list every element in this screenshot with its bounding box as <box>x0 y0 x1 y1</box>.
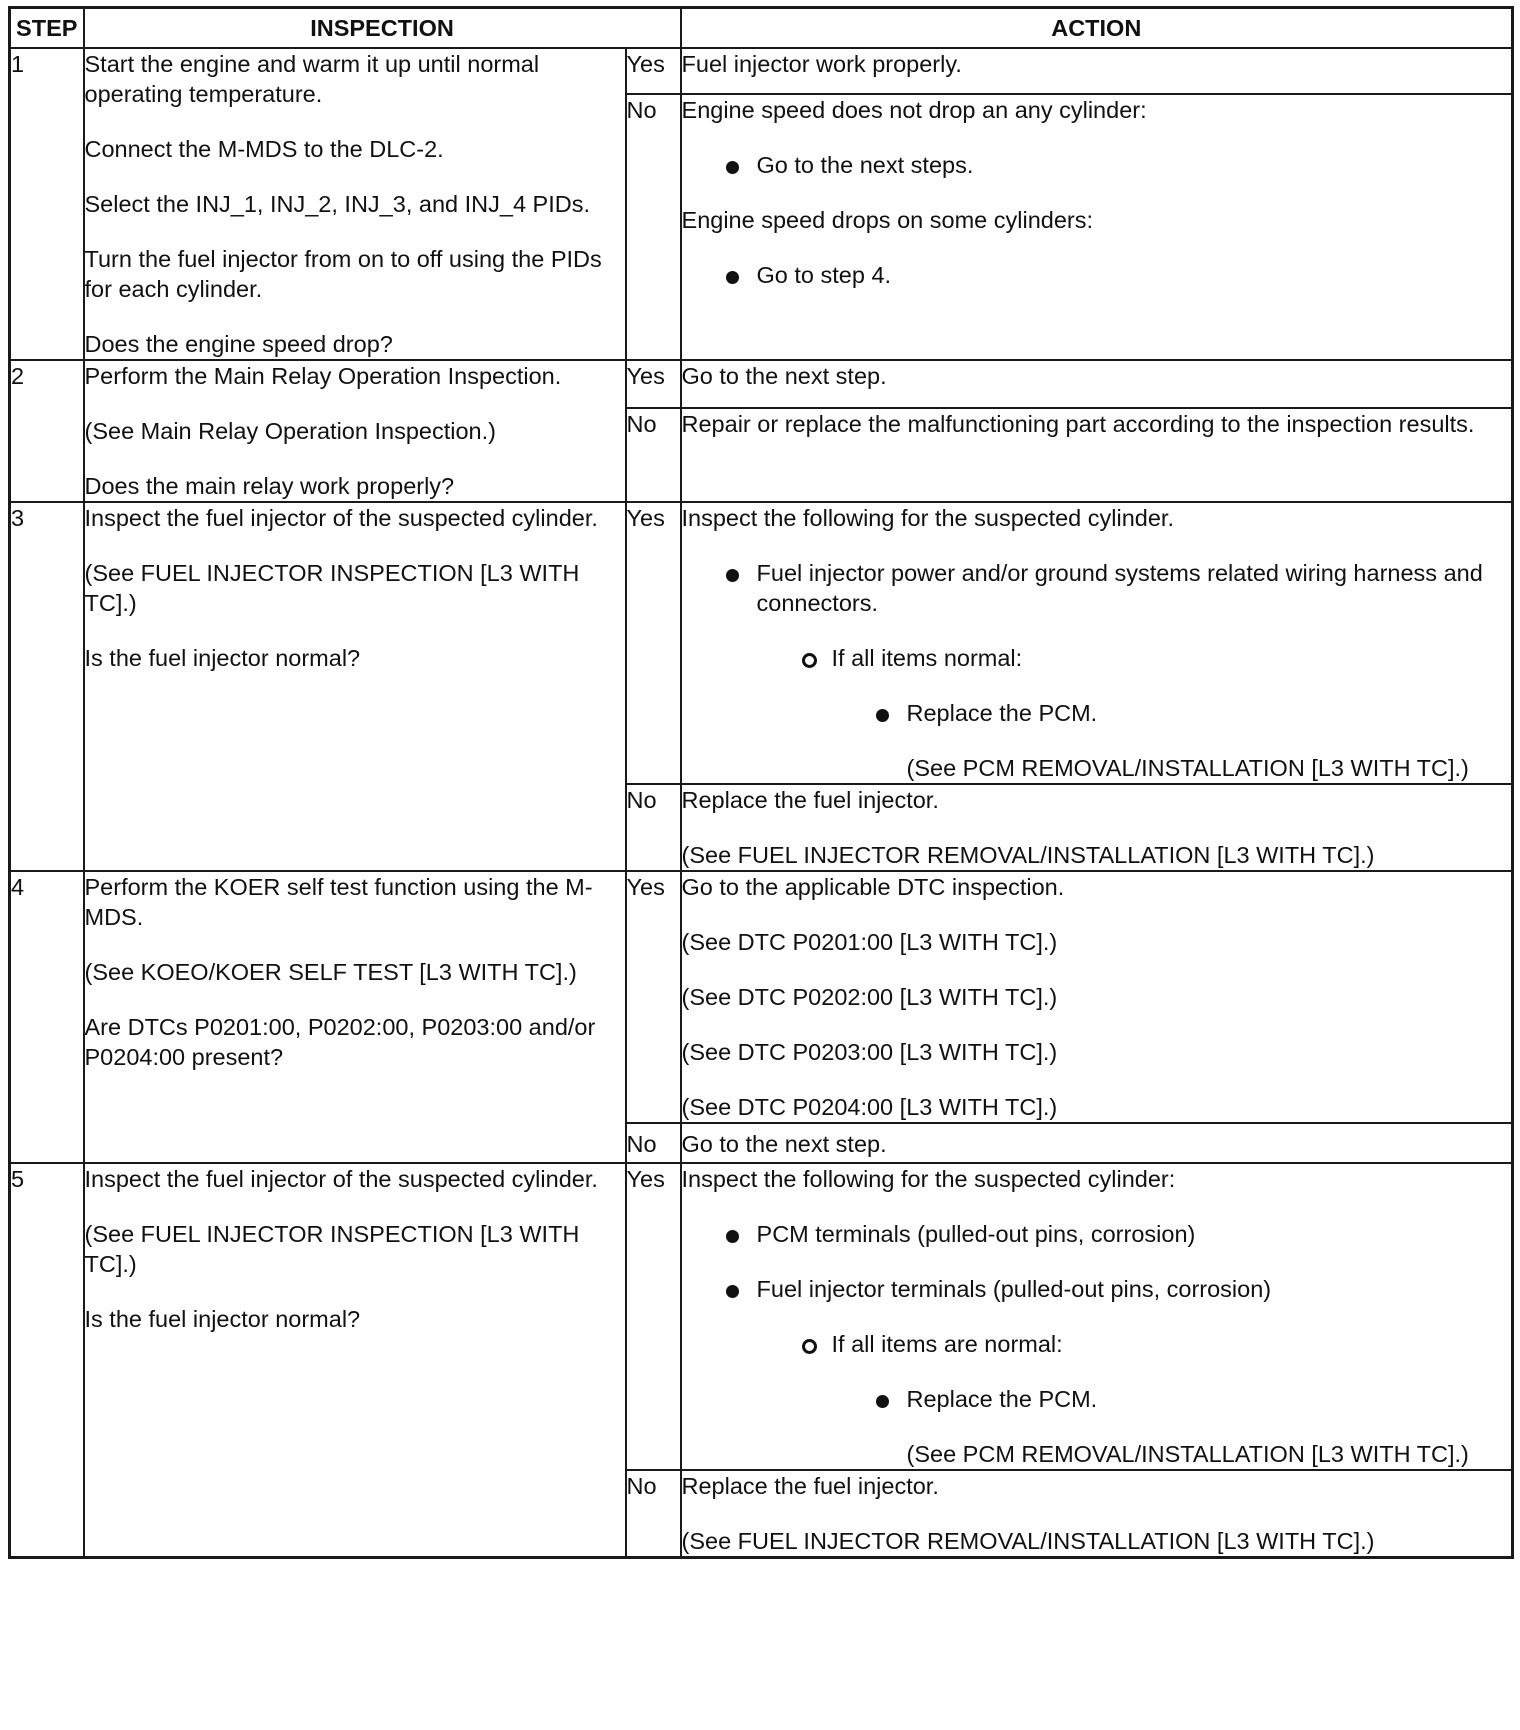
step-2-no-action <box>681 408 1513 502</box>
step-2-yes-row <box>10 360 1513 408</box>
step-1-inspection <box>84 48 626 360</box>
step-4-yes-row <box>10 871 1513 1123</box>
action-text: Replace the fuel injector. <box>681 787 939 813</box>
step-2-inspection <box>84 360 626 502</box>
step-3-yes-action <box>681 502 1513 784</box>
inspection-text: Perform the Main Relay Operation Inspection. <box>84 363 562 389</box>
bullet-dot-icon <box>726 569 739 582</box>
header-row <box>10 8 1513 49</box>
inspection-question: Does the engine speed drop? <box>84 331 393 357</box>
no-label: No <box>626 1470 681 1558</box>
action-text: Inspect the following for the suspected cylinder: <box>681 1166 1176 1192</box>
bullet-text: If all items normal: <box>831 645 1023 671</box>
inspection-text: Turn the fuel injector from on to off using the PIDs for each cylinder. <box>84 246 602 302</box>
action-text: Engine speed drops on some cylinders: <box>681 207 1094 233</box>
bullet-dot-icon <box>726 1230 739 1243</box>
bullet-text: Go to the next steps. <box>756 152 974 178</box>
inspection-text: (See KOEO/KOER SELF TEST [L3 WITH TC].) <box>84 959 577 985</box>
no-label: No <box>626 784 681 871</box>
step-4-inspection <box>84 871 626 1163</box>
yes-label: Yes <box>626 502 681 784</box>
bullet-reference: (See PCM REMOVAL/INSTALLATION [L3 WITH TC].) <box>906 755 1469 781</box>
inspection-text: (See FUEL INJECTOR INSPECTION [L3 WITH TC].) <box>84 560 580 616</box>
step-5-yes-row <box>10 1163 1513 1470</box>
inspection-question: Is the fuel injector normal? <box>84 1306 361 1332</box>
bullet-item <box>682 558 1512 618</box>
step-3-yes-row <box>10 502 1513 784</box>
step-5-no-action <box>681 1470 1513 1558</box>
action-text: Replace the fuel injector. <box>681 1473 939 1499</box>
bullet-text: Replace the PCM. <box>906 1386 1098 1412</box>
header-step: STEP <box>10 8 84 49</box>
no-label: No <box>626 408 681 502</box>
step-number: 5 <box>10 1163 84 1558</box>
bullet-circle-icon <box>802 1339 817 1354</box>
bullet-text: If all items are normal: <box>831 1331 1063 1357</box>
step-1-no-action <box>681 94 1513 360</box>
step-number: 2 <box>10 360 84 502</box>
bullet-text: Fuel injector terminals (pulled-out pins, corrosion) <box>756 1276 1272 1302</box>
action-text: Inspect the following for the suspected cylinder. <box>681 505 1174 531</box>
action-text: (See DTC P0204:00 [L3 WITH TC].) <box>681 1094 1058 1120</box>
sub-bullet-item <box>682 643 1512 673</box>
header-inspection: INSPECTION <box>84 8 681 49</box>
action-text: (See FUEL INJECTOR REMOVAL/INSTALLATION [L3 WITH TC].) <box>681 842 1375 868</box>
bullet-text: PCM terminals (pulled-out pins, corrosion) <box>756 1221 1196 1247</box>
inspection-text: Inspect the fuel injector of the suspected cylinder. <box>84 1166 598 1192</box>
inspection-text: Inspect the fuel injector of the suspected cylinder. <box>84 505 598 531</box>
step-number: 1 <box>10 48 84 360</box>
step-number: 3 <box>10 502 84 871</box>
sub-bullet-item <box>682 1329 1512 1359</box>
bullet-dot-icon <box>876 1395 889 1408</box>
sub-sub-bullet-item <box>682 698 1512 783</box>
bullet-item <box>682 150 1512 180</box>
yes-label: Yes <box>626 360 681 408</box>
step-4-no-action <box>681 1123 1513 1163</box>
yes-label: Yes <box>626 48 681 94</box>
step-3-no-action <box>681 784 1513 871</box>
bullet-reference: (See PCM REMOVAL/INSTALLATION [L3 WITH TC].) <box>906 1441 1469 1467</box>
procedure-table <box>8 6 1514 1559</box>
action-text: (See DTC P0203:00 [L3 WITH TC].) <box>681 1039 1058 1065</box>
inspection-text: Perform the KOER self test function using the M-MDS. <box>84 874 593 930</box>
step-1-yes-row <box>10 48 1513 94</box>
step-number: 4 <box>10 871 84 1163</box>
bullet-dot-icon <box>726 271 739 284</box>
yes-label: Yes <box>626 1163 681 1470</box>
action-text: Go to the next step. <box>681 363 887 389</box>
step-5-yes-action <box>681 1163 1513 1470</box>
action-text: (See DTC P0201:00 [L3 WITH TC].) <box>681 929 1058 955</box>
action-text: (See DTC P0202:00 [L3 WITH TC].) <box>681 984 1058 1010</box>
bullet-circle-icon <box>802 653 817 668</box>
bullet-dot-icon <box>876 709 889 722</box>
action-text: Repair or replace the malfunctioning part according to the inspection results. <box>681 411 1475 437</box>
inspection-text: Select the INJ_1, INJ_2, INJ_3, and INJ_4 PIDs. <box>84 191 590 217</box>
action-text: Go to the next step. <box>681 1131 887 1157</box>
bullet-item <box>682 260 1512 290</box>
bullet-item <box>682 1274 1512 1304</box>
step-4-yes-action <box>681 871 1513 1123</box>
inspection-text: Start the engine and warm it up until normal operating temperature. <box>84 51 540 107</box>
step-5-inspection <box>84 1163 626 1558</box>
step-1-yes-action <box>681 48 1513 94</box>
yes-label: Yes <box>626 871 681 1123</box>
bullet-text: Go to step 4. <box>756 262 892 288</box>
bullet-item <box>682 1219 1512 1249</box>
bullet-dot-icon <box>726 1285 739 1298</box>
inspection-text: (See FUEL INJECTOR INSPECTION [L3 WITH TC].) <box>84 1221 580 1277</box>
inspection-text: (See Main Relay Operation Inspection.) <box>84 418 496 444</box>
step-3-inspection <box>84 502 626 871</box>
action-text: Engine speed does not drop an any cylinder: <box>681 97 1147 123</box>
action-text: Fuel injector work properly. <box>681 51 962 77</box>
step-2-yes-action <box>681 360 1513 408</box>
sub-sub-bullet-item <box>682 1384 1512 1469</box>
inspection-question: Are DTCs P0201:00, P0202:00, P0203:00 and/or P0204:00 present? <box>84 1014 596 1070</box>
no-label: No <box>626 1123 681 1163</box>
bullet-text: Fuel injector power and/or ground systems related wiring harness and connectors. <box>756 560 1483 616</box>
bullet-dot-icon <box>726 161 739 174</box>
inspection-question: Does the main relay work properly? <box>84 473 455 499</box>
no-label: No <box>626 94 681 360</box>
inspection-text: Connect the M-MDS to the DLC-2. <box>84 136 444 162</box>
inspection-question: Is the fuel injector normal? <box>84 645 361 671</box>
action-text: (See FUEL INJECTOR REMOVAL/INSTALLATION [L3 WITH TC].) <box>681 1528 1375 1554</box>
bullet-text: Replace the PCM. <box>906 700 1098 726</box>
action-text: Go to the applicable DTC inspection. <box>681 874 1065 900</box>
header-action: ACTION <box>681 8 1513 49</box>
